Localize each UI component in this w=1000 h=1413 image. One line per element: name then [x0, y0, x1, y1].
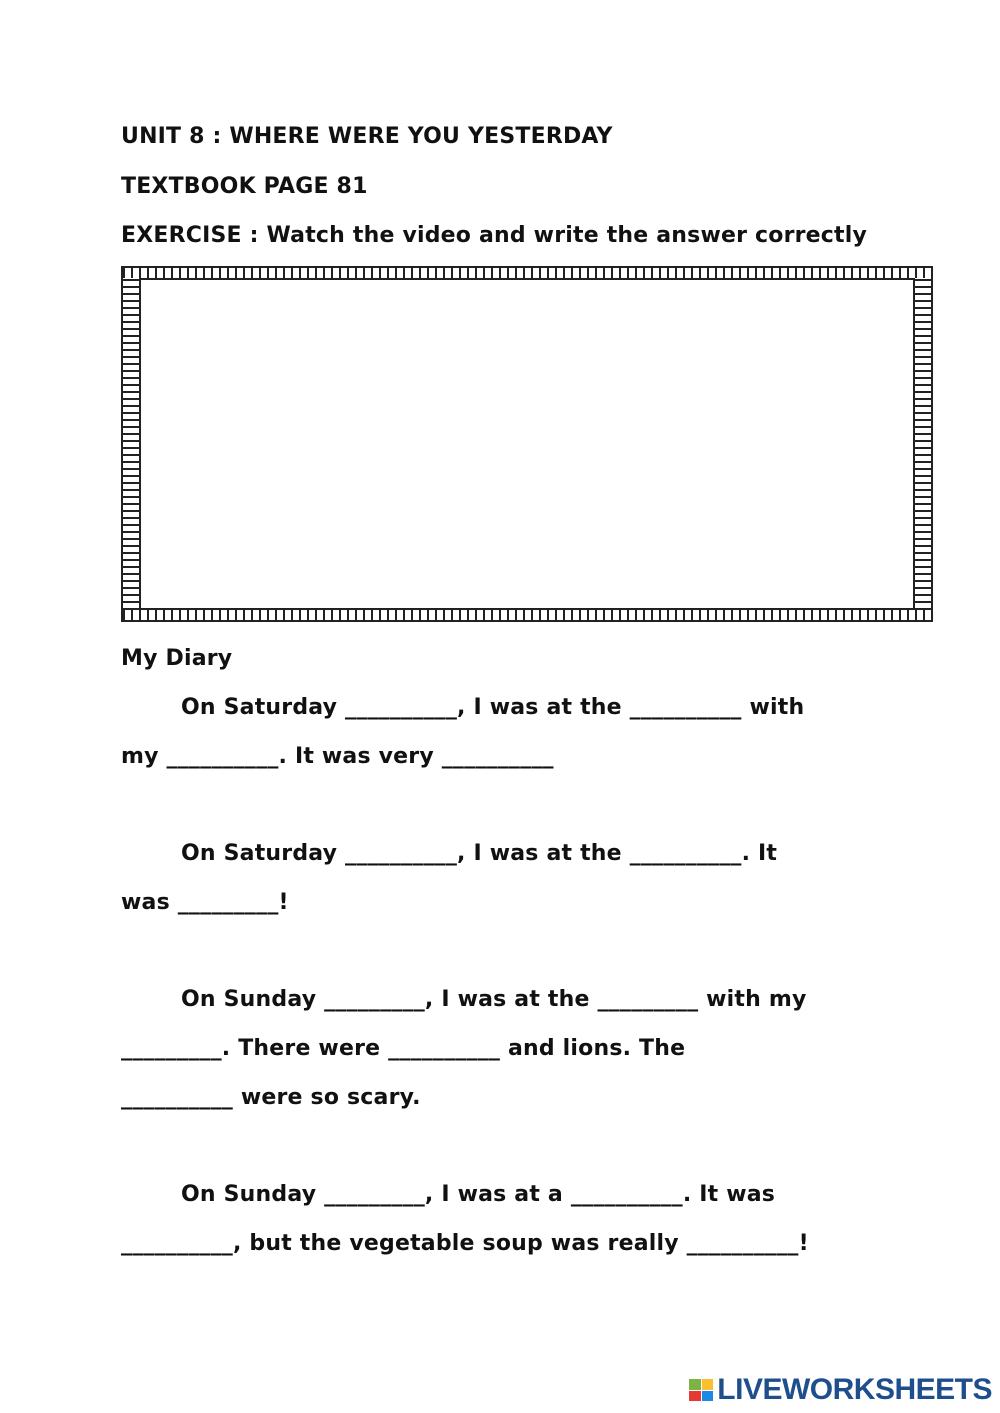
diary-p1-line2: my __________. It was very __________ [121, 744, 554, 769]
diary-p2-line1: On Saturday __________, I was at the __________. It [181, 841, 778, 866]
frame-border-right [915, 278, 931, 610]
diary-p3-line1: On Sunday _________, I was at the _________ with my [181, 987, 807, 1012]
textbook-page: TEXTBOOK PAGE 81 [121, 174, 368, 199]
diary-title: My Diary [121, 646, 233, 671]
frame-border-bottom [123, 610, 931, 620]
diary-p3-line2: _________. There were __________ and lions. The [121, 1036, 686, 1061]
diary-p3-line3: __________ were so scary. [121, 1085, 421, 1110]
frame-border-left [123, 278, 139, 610]
diary-p4-line2: __________, but the vegetable soup was really __________! [121, 1231, 809, 1256]
liveworksheets-logo[interactable] [689, 1373, 992, 1407]
exercise-instruction: EXERCISE : Watch the video and write the answer correctly [121, 223, 868, 248]
video-area[interactable] [139, 278, 915, 610]
unit-title: UNIT 8 : WHERE WERE YOU YESTERDAY [121, 124, 613, 149]
diary-p2-line2: was _________! [121, 890, 289, 915]
liveworksheets-logo-icon [689, 1379, 713, 1401]
diary-p1-line1: On Saturday __________, I was at the __________ with [181, 695, 805, 720]
frame-border-top [123, 268, 931, 278]
logo-text: LIVEWORKSHEETS [717, 1373, 992, 1406]
diary-p4-line1: On Sunday _________, I was at a __________. It was [181, 1182, 776, 1207]
video-frame[interactable] [121, 266, 933, 622]
